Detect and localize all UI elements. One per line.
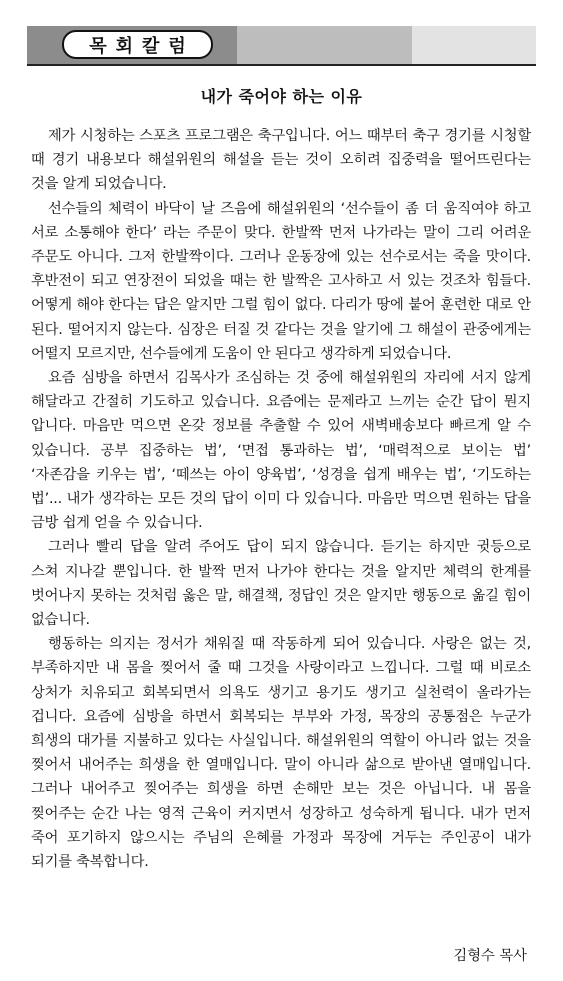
column-label: 목회칼럼: [62, 30, 213, 59]
article-body: [31, 124, 531, 874]
article-paragraph: 선수들의 체력이 바닥이 날 즈음에 해설위원의 ‘선수들이 좀 더 움직여야 하고 서로 소통해야 한다’ 라는 주문이 맞다. 한발짝 먼저 나가라는 말이 그리 어려운 주문도 아니다. 그저 한발짝이다. 그러나 운동장에 있는 선수로서는 죽을 맛이다. 후반전이 되고 연장전이 되었을 때는 한 발짝은 고사하고 서 있는 것조차 힘들다. 어떻게 해야 한다는 답은 알지만 그럴 힘이 없다. 다리가 땅에 붙어 훈련한 대로 안 된다. 떨어지지 않는다. 심장은 터질 것 같다는 것을 알기에 그 해설이 관중에게는 어떨지 모르지만, 선수들에게 도움이 안 된다고 생각하게 되었습니다.: [31, 200, 531, 362]
header-bar-segment-mid: [237, 26, 412, 64]
author-signature: 김형수 목사: [453, 948, 527, 964]
article-title: 내가 죽어야 하는 이유: [200, 87, 363, 106]
article-paragraph: 요즘 심방을 하면서 김목사가 조심하는 것 중에 해설위원의 자리에 서지 않게 해달라고 간절히 기도하고 있습니다. 요즘에는 문제라고 느끼는 순간 답이 뭔지 압니다. 마음만 먹으면 온갖 정보를 추출할 수 있어 새벽배송보다 빠르게 알 수 있습니다. 공부 집중하는 법’, ‘면접 통과하는 법’, ‘매력적으로 보이는 법’ ‘자존감을 키우는 법’, ‘떼쓰는 아이 양육법’, ‘성경을 쉽게 배우는 법’, ‘기도하는 법’... 내가 생각하는 모든 것의 답이 이미 다 있습니다. 마음만 먹으면 원하는 답을 금방 쉽게 얻을 수 있습니다.: [31, 370, 531, 532]
article-paragraph: 행동하는 의지는 정서가 채워질 때 작동하게 되어 있습니다. 사랑은 없는 것, 부족하지만 내 몸을 찢어서 줄 때 그것을 사랑이라고 느낍니다. 그럴 때 비로소 상처가 치유되고 회복되면서 의욕도 생기고 용기도 생기고 실천력이 올라가는 겁니다. 요즘에 심방을 하면서 회복되는 부부와 가정, 목장의 공통점은 누군가 희생의 대가를 지불하고 있다는 사실입니다. 해설위원의 역할이 아니라 없는 것을 찢어서 내어주는 희생을 한 열매입니다. 말이 아니라 삶으로 받아낸 열매입니다. 그러나 내어주고 찢어주는 희생을 하면 손해만 보는 것은 아닙니다. 내 몸을 찢어주는 순간 나는 영적 근육이 커지면서 성장하고 성숙하게 됩니다. 내가 먼저 죽어 포기하지 않으시는 주님의 은혜를 가정과 목장에 거두는 주인공이 내가 되기를 축복합니다.: [31, 636, 531, 871]
article-paragraph: 그러나 빨리 답을 알려 주어도 답이 되지 않습니다. 듣기는 하지만 귓등으로 스쳐 지나갈 뿐입니다. 한 발짝 먼저 나가야 한다는 것을 알지만 체력의 한계를 벗어나지 못하는 것처럼 옳은 말, 해결책, 정답인 것은 알지만 행동으로 옮길 힘이 없습니다.: [31, 539, 531, 629]
header-bar-segment-light: [412, 26, 536, 64]
article-paragraph: 제가 시청하는 스포츠 프로그램은 축구입니다. 어느 때부터 축구 경기를 시청할 때 경기 내용보다 해설위원의 해설을 듣는 것이 오히려 집중력을 떨어뜨린다는 것을 알게 되었습니다.: [31, 128, 531, 193]
